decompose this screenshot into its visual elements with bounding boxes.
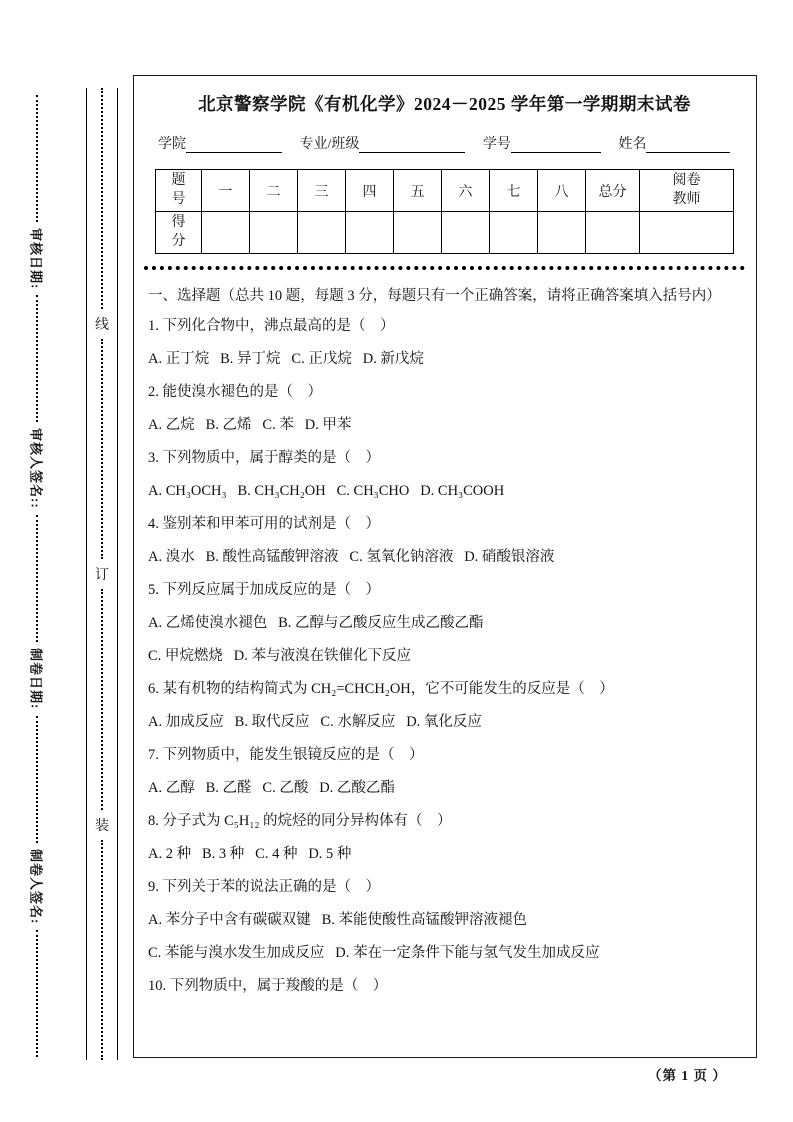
question-stem: 8. 分子式为 C₅H₁₂ 的烷烃的同分异构体有（ ） [148, 813, 452, 829]
question-stem: 10. 下列物质中，属于羧酸的是（ ） [148, 978, 388, 994]
student-id-blank [511, 138, 601, 153]
score-col-3: 三 [298, 170, 346, 212]
review-date-label: 审核日期: [28, 228, 44, 290]
college-blank [186, 138, 282, 153]
student-id-label: 学号 [482, 137, 511, 152]
question-2 [148, 376, 741, 442]
question-1 [148, 310, 741, 376]
question-stem: 4. 鉴别苯和甲苯可用的试剂是（ ） [148, 516, 380, 532]
binding-char-ding: 订 [95, 568, 109, 583]
paper-made-date-label: 制卷日期: [28, 648, 44, 710]
score-cell-empty [298, 212, 346, 254]
score-cell-empty [202, 212, 250, 254]
score-table [155, 169, 734, 254]
question-4 [148, 508, 741, 574]
question-stem: 6. 某有机物的结构简式为 CH₂=CHCH₂OH，它不可能发生的反应是（ ） [148, 681, 614, 697]
score-cell-empty [394, 212, 442, 254]
score-row-label-cell: 得分 [156, 212, 202, 254]
score-cell-empty [586, 212, 640, 254]
name-blank [646, 138, 730, 153]
major-class-blank [359, 138, 465, 153]
score-table-score-row [156, 212, 734, 254]
question-5 [148, 574, 741, 673]
grader-empty-cell [640, 212, 734, 254]
dotted-rule [101, 840, 103, 1061]
dotted-rule [36, 515, 38, 642]
dotted-rule [36, 930, 38, 1057]
dotted-rule [36, 716, 38, 843]
dotted-separator [144, 266, 745, 270]
question-options: A. 乙烷 B. 乙烯 C. 苯 D. 甲苯 [148, 417, 352, 433]
score-col-8: 八 [538, 170, 586, 212]
question-options: A. 苯分子中含有碳碳双键 B. 苯能使酸性高锰酸钾溶液褪色 [148, 912, 528, 928]
binding-line-right [117, 88, 118, 1060]
dotted-rule [101, 339, 103, 560]
question-options: A. 2 种 B. 3 种 C. 4 种 D. 5 种 [148, 846, 352, 862]
review-labels-column [24, 95, 50, 1057]
paper-maker-signature-label: 制卷人签名: [28, 848, 44, 924]
binding-text [95, 88, 109, 1060]
score-table-header-row [156, 170, 734, 212]
question-3 [148, 442, 741, 508]
section-title: 一、选择题（总共 10 题，每题 3 分，每题只有一个正确答案，请将正确答案填入括号内） [148, 288, 721, 304]
major-class-label: 专业/班级 [299, 137, 360, 152]
question-options: A. 溴水 B. 酸性高锰酸钾溶液 C. 氢氧化钠溶液 D. 硝酸银溶液 [148, 549, 555, 565]
score-cell-empty [538, 212, 586, 254]
binding-char-zhuang: 装 [95, 818, 109, 834]
score-table-corner-cell: 题号 [156, 170, 202, 212]
exam-title: 北京警察学院《有机化学》2024－2025 学年第一学期期末试卷 [198, 94, 691, 114]
question-stem: 3. 下列物质中，属于醇类的是（ ） [148, 450, 380, 466]
score-col-7: 七 [490, 170, 538, 212]
question-8 [148, 805, 741, 871]
score-cell-empty [442, 212, 490, 254]
page-number: （第 1 页 ） [648, 1068, 727, 1083]
binding-char-xian: 线 [95, 317, 109, 333]
question-stem: 1. 下列化合物中，沸点最高的是（ ） [148, 318, 395, 334]
score-col-2: 二 [250, 170, 298, 212]
question-7 [148, 739, 741, 805]
binding-line-left [86, 88, 87, 1060]
question-6 [148, 673, 741, 739]
name-label: 姓名 [618, 137, 647, 152]
dotted-rule [36, 295, 38, 422]
exam-content [133, 75, 757, 1058]
dotted-rule [101, 589, 103, 810]
question-stem: 2. 能使溴水褪色的是（ ） [148, 384, 322, 400]
dotted-rule [36, 95, 38, 222]
question-options: A. 乙烯使溴水褪色 B. 乙醇与乙酸反应生成乙酸乙酯 [148, 615, 484, 631]
student-info-row [158, 133, 741, 153]
question-options: C. 甲烷燃烧 D. 苯与液溴在铁催化下反应 [148, 648, 412, 664]
question-options: C. 苯能与溴水发生加成反应 D. 苯在一定条件下能与氢气发生加成反应 [148, 945, 600, 961]
score-cell-empty [250, 212, 298, 254]
question-9 [148, 871, 741, 970]
question-stem: 5. 下列反应属于加成反应的是（ ） [148, 582, 380, 598]
question-stem: 9. 下列关于苯的说法正确的是（ ） [148, 879, 380, 895]
score-cell-empty [346, 212, 394, 254]
score-cell-empty [490, 212, 538, 254]
question-options: A. CH₃OCH₃ B. CH₃CH₂OH C. CH₃CHO D. CH₃COOH [148, 483, 505, 499]
dotted-rule [101, 88, 103, 309]
score-col-1: 一 [202, 170, 250, 212]
score-col-4: 四 [346, 170, 394, 212]
binding-strip [86, 88, 118, 1060]
score-col-6: 六 [442, 170, 490, 212]
question-stem: 7. 下列物质中，能发生银镜反应的是（ ） [148, 747, 424, 763]
grader-header-cell: 阅卷教师 [640, 170, 734, 212]
reviewer-signature-label: 审核人签名:: [28, 428, 44, 510]
question-10 [148, 970, 741, 1003]
question-options: A. 乙醇 B. 乙醛 C. 乙酸 D. 乙酸乙酯 [148, 780, 395, 796]
question-options: A. 正丁烷 B. 异丁烷 C. 正戊烷 D. 新戊烷 [148, 351, 424, 367]
college-label: 学院 [158, 137, 186, 152]
score-col-total: 总分 [586, 170, 640, 212]
score-col-5: 五 [394, 170, 442, 212]
question-options: A. 加成反应 B. 取代反应 C. 水解反应 D. 氧化反应 [148, 714, 482, 730]
